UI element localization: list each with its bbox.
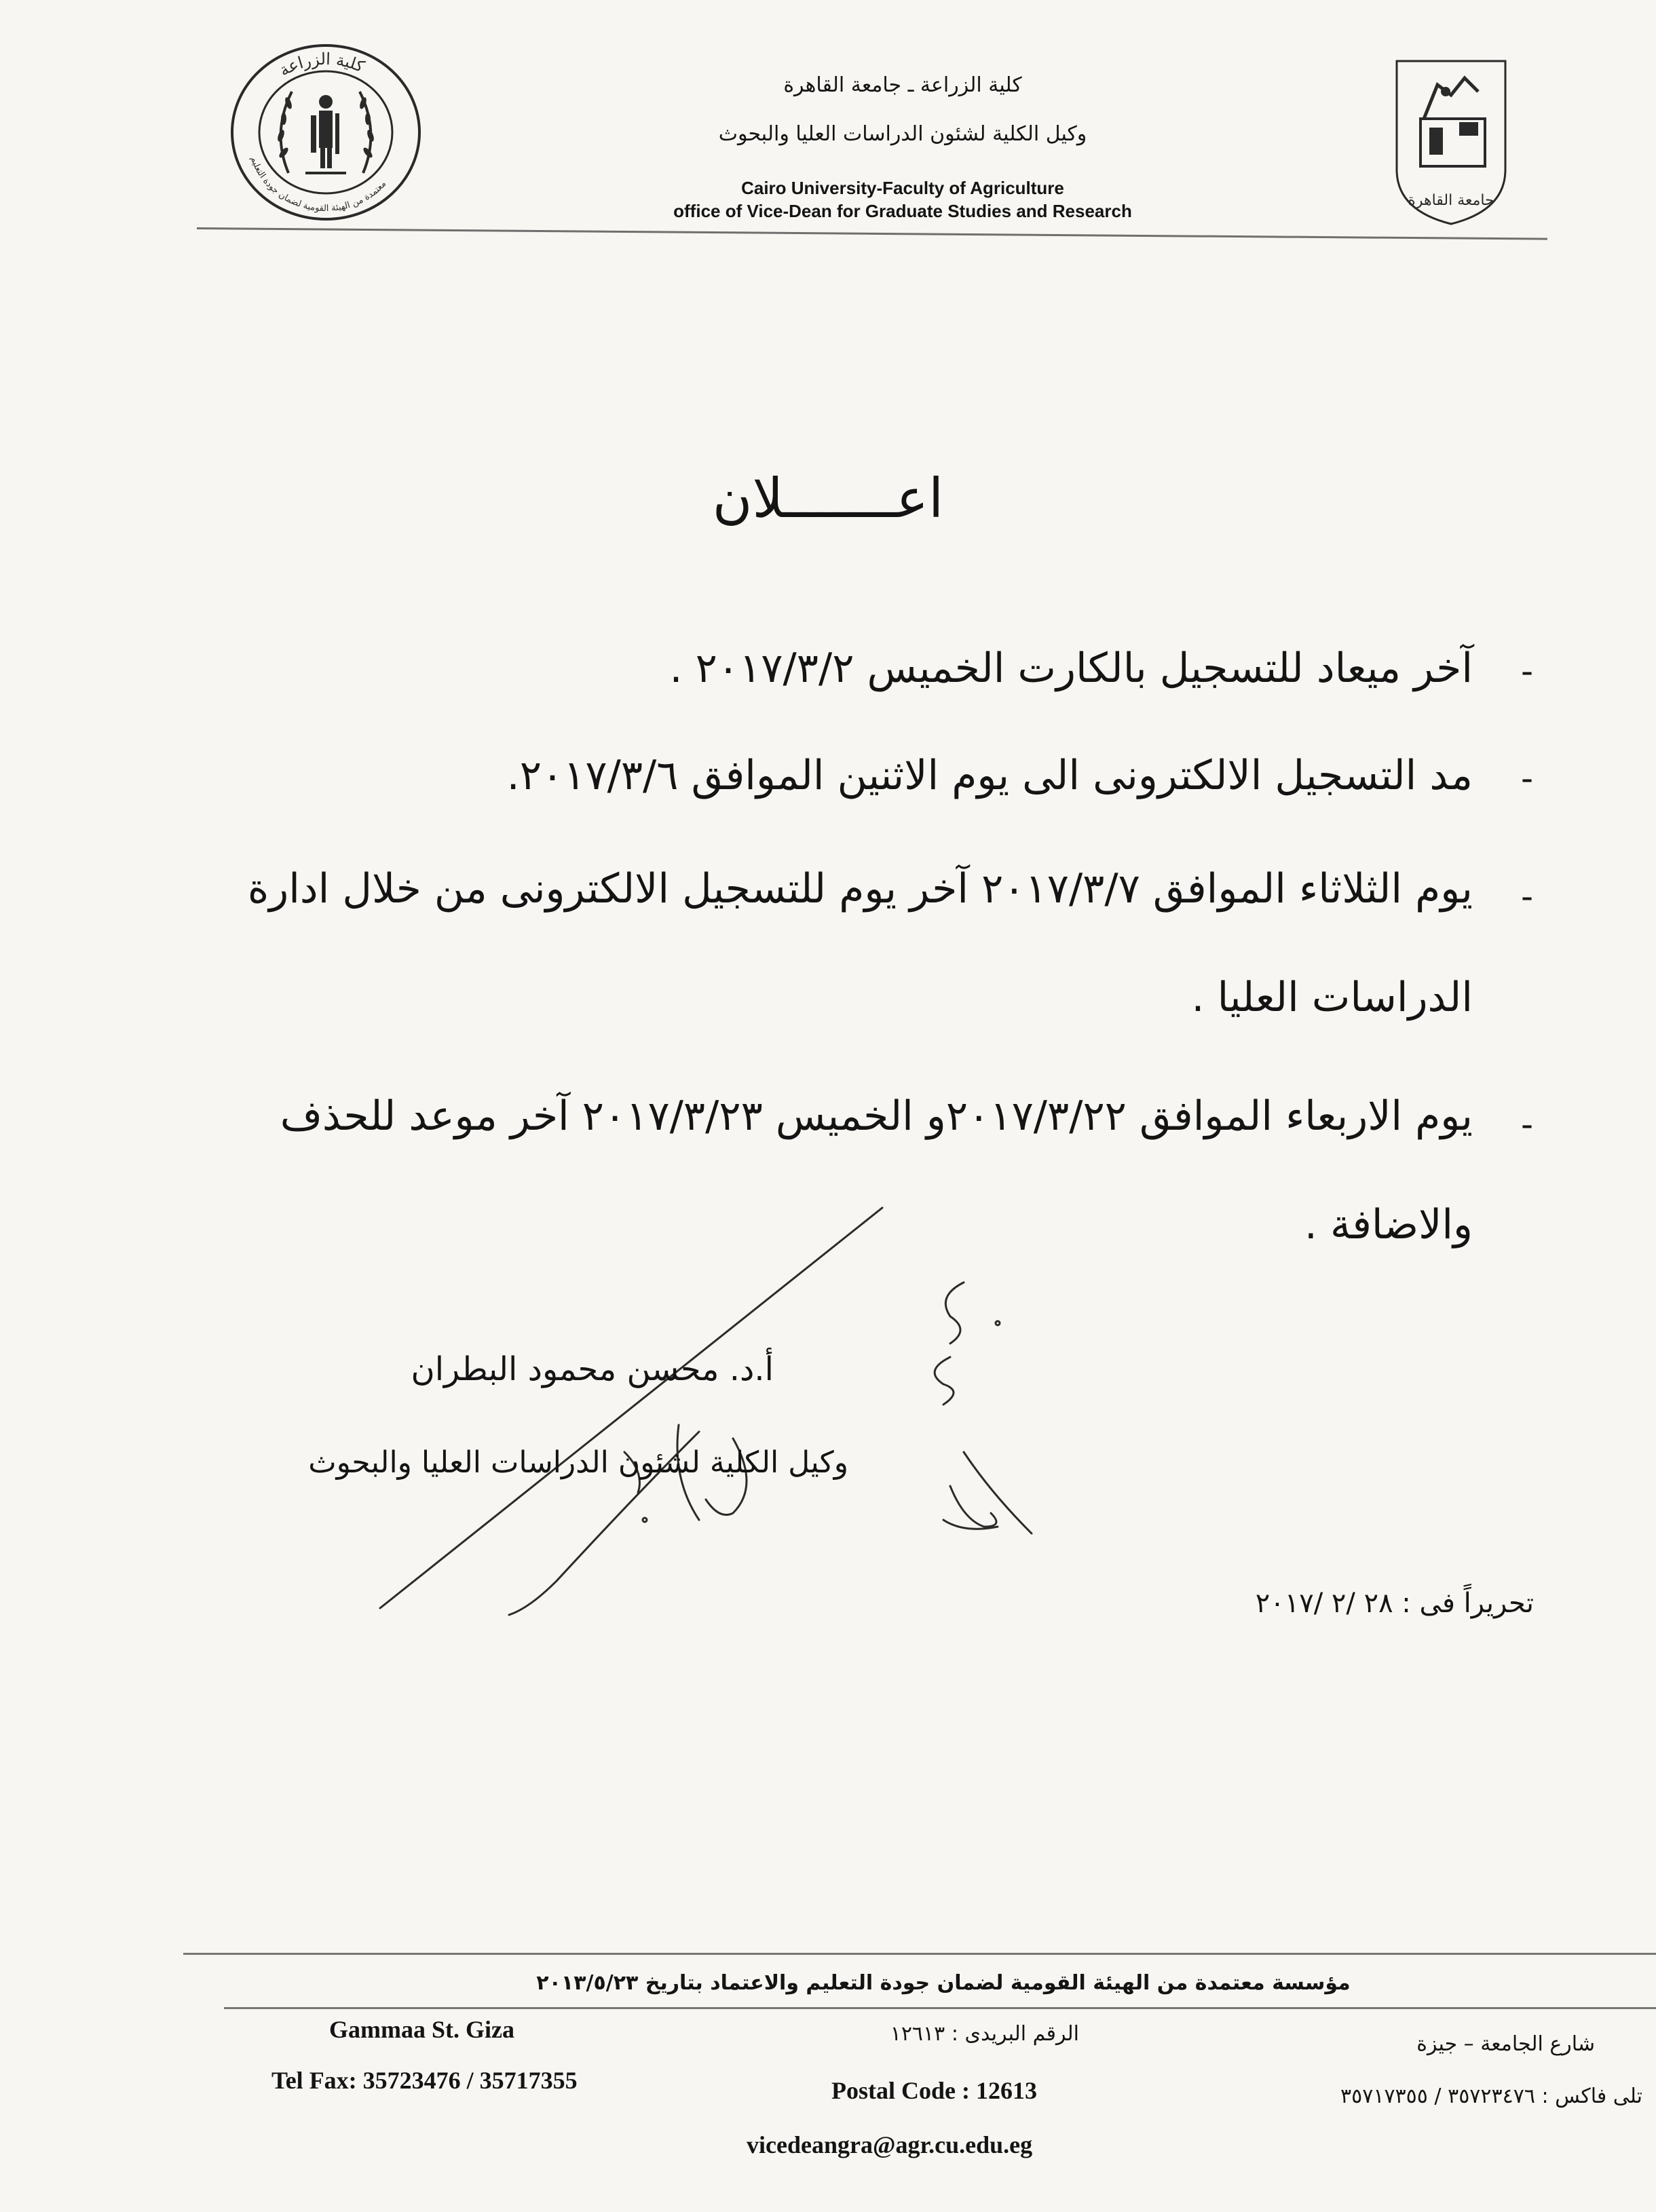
bullet-dash: - [1520,651,1534,691]
list-item-4-line1: يوم الاربعاء الموافق ٢٠١٧/٣/٢٢و الخميس ٢٠١٧/٣/٢٣ آخر موعد للحذف [280,1092,1473,1140]
bullet-dash: - [1520,759,1534,798]
list-item-2-line1: مد التسجيل الالكترونى الى يوم الاثنين الموافق ٢٠١٧/٣/٦. [506,752,1473,799]
header-english-line2: office of Vice-Dean for Graduate Studies and Research [673,201,1132,221]
seal-top-text: كلية الزراعة [276,49,367,80]
header-arabic-line2: وكيل الكلية لشئون الدراسات العليا والبحوث [718,122,1087,146]
footer-postal-ar: الرقم البريدى : ١٢٦١٣ [890,2022,1079,2046]
handwritten-signature [353,1201,1127,1635]
cairo-university-logo [1383,54,1519,237]
announcement-title: اعـــــــلان [712,467,944,530]
header-divider [197,227,1547,240]
seal-bottom-text: معتمدة من الهيئة القومية لضمان جودة التعليم [248,155,389,214]
signer-name: أ.د. محسن محمود البطران [411,1350,774,1388]
list-item-3-line1: يوم الثلاثاء الموافق ٢٠١٧/٣/٧ آخر يوم للتسجيل الالكترونى من خلال ادارة [247,865,1473,913]
list-item-3-line2: الدراسات العليا . [1191,974,1473,1021]
header-arabic-line1: كلية الزراعة ـ جامعة القاهرة [783,73,1022,97]
footer-address-ar: شارع الجامعة – جيزة [1416,2032,1595,2056]
list-item-1-line1: آخر ميعاد للتسجيل بالكارت الخميس ٢٠١٧/٣/٢ . [669,645,1473,692]
footer-telfax-ar: تلى فاكس : ٣٥٧٢٣٤٧٦ / ٣٥٧١٧٣٥٥ [1340,2084,1642,2108]
university-logo-caption: جامعة القاهرة [1408,192,1494,209]
faculty-seal-logo [224,37,428,227]
footer-address-en: Gammaa St. Giza [329,2016,514,2043]
footer-email[interactable]: vicedeangra@agr.cu.edu.eg [747,2131,1033,2158]
header-english-line1: Cairo University-Faculty of Agriculture [741,178,1064,198]
issue-date: تحريراً فى : ٢٨ /٢ /٢٠١٧ [1255,1588,1534,1619]
footer-accreditation: مؤسسة معتمدة من الهيئة القومية لضمان جودة التعليم والاعتماد بتاريخ ٢٠١٣/٥/٢٣ [536,1971,1351,1995]
footer-postal-en: Postal Code : 12613 [831,2077,1037,2104]
bullet-dash: - [1520,877,1534,916]
footer-divider-top [183,1953,1656,1955]
list-item-4-line2: والاضافة . [1304,1201,1473,1248]
bullet-dash: - [1520,1105,1534,1144]
footer-telfax-en: Tel Fax: 35723476 / 35717355 [271,2067,578,2094]
footer-divider-bottom [224,2007,1656,2009]
signer-title: وكيل الكلية لشئون الدراسات العليا والبحوث [308,1445,848,1480]
